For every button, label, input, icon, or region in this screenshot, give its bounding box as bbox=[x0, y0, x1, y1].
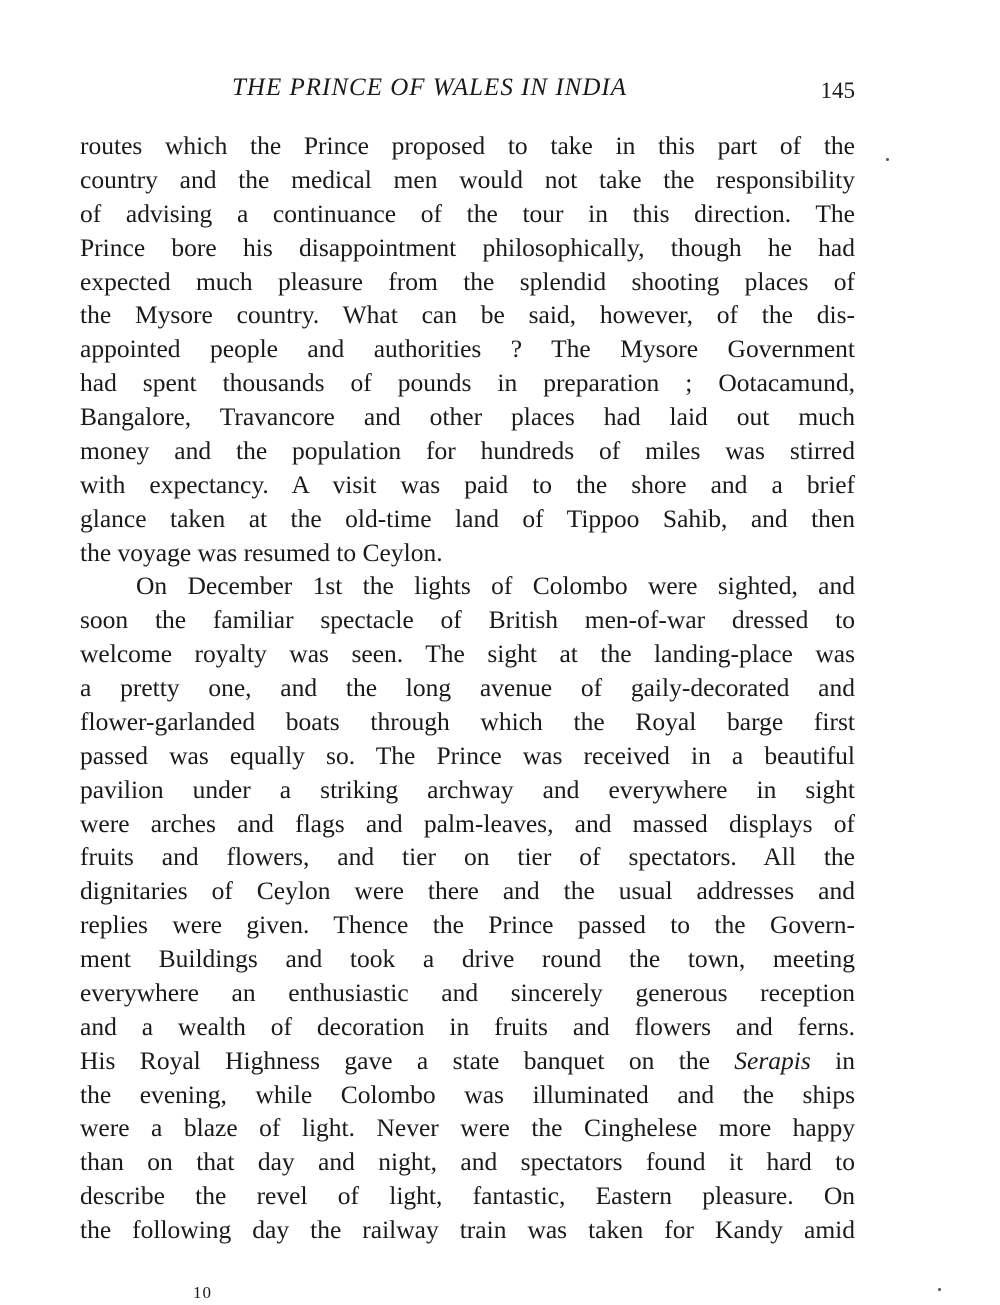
text-line: the Mysore country. What can be said, however, of the dis- bbox=[80, 300, 855, 330]
text-line: replies were given. Thence the Prince passed to the Govern- bbox=[80, 910, 855, 940]
body-text bbox=[80, 129, 855, 1247]
text-line: were arches and flags and palm-leaves, and massed displays of bbox=[80, 808, 855, 838]
scan-speck bbox=[938, 1288, 941, 1291]
scan-speck bbox=[886, 158, 889, 161]
text-line: the following day the railway train was taken for Kandy amid bbox=[80, 1215, 855, 1244]
text-line: routes which the Prince proposed to take in this part of the bbox=[80, 131, 855, 160]
text-line: describe the revel of light, fantastic, Eastern pleasure. On bbox=[80, 1181, 855, 1211]
text-line: with expectancy. A visit was paid to the shore and a brief bbox=[80, 469, 855, 499]
running-head bbox=[80, 74, 855, 110]
text-line: fruits and flowers, and tier on tier of spectators. All the bbox=[80, 842, 855, 872]
page-number: 145 bbox=[820, 78, 855, 103]
text-line: were a blaze of light. Never were the Cinghelese more happy bbox=[80, 1113, 855, 1143]
paragraph-end-line: the voyage was resumed to Ceylon. bbox=[80, 537, 443, 567]
text-line: passed was equally so. The Prince was received in a beautiful bbox=[80, 740, 855, 770]
ship-name-italic: Serapis bbox=[734, 1045, 811, 1075]
text-line: than on that day and night, and spectators found it hard to bbox=[80, 1147, 855, 1177]
text-line: a pretty one, and the long avenue of gaily-decorated and bbox=[80, 673, 855, 702]
text-line: country and the medical men would not take the responsibility bbox=[80, 164, 855, 194]
text-line: soon the familiar spectacle of British men-of-war dressed to bbox=[80, 605, 855, 635]
text-line: and a wealth of decoration in fruits and flowers and ferns. bbox=[80, 1011, 855, 1041]
text-line: welcome royalty was seen. The sight at the landing-place was bbox=[80, 639, 855, 669]
line-tail-text: in bbox=[810, 1045, 856, 1075]
text-line-with-italic bbox=[80, 1044, 855, 1078]
text-line: expected much pleasure from the splendid shooting places of bbox=[80, 266, 855, 296]
text-line: flower-garlanded boats through which the Royal barge first bbox=[80, 706, 855, 736]
text-line: Prince bore his disappointment philosophically, though he had bbox=[80, 232, 855, 262]
text-line: glance taken at the old-time land of Tippoo Sahib, and then bbox=[80, 503, 855, 533]
text-line: the evening, while Colombo was illuminated and the ships bbox=[80, 1079, 855, 1109]
text-line: pavilion under a striking archway and everywhere in sight bbox=[80, 774, 855, 804]
text-line: of advising a continuance of the tour in this direction. The bbox=[80, 198, 855, 228]
text-line: money and the population for hundreds of miles was stirred bbox=[80, 435, 855, 465]
text-line: ment Buildings and took a drive round the town, meeting bbox=[80, 944, 855, 973]
signature-mark: 10 bbox=[193, 1283, 212, 1302]
text-line: appointed people and authorities ? The Mysore Government bbox=[80, 334, 855, 364]
text-line: everywhere an enthusiastic and sincerely generous reception bbox=[80, 977, 855, 1007]
text-line: dignitaries of Ceylon were there and the usual addresses and bbox=[80, 876, 855, 906]
running-title: THE PRINCE OF WALES IN INDIA bbox=[232, 74, 627, 101]
line-lead-text: His Royal Highness gave a state banquet on the bbox=[80, 1045, 735, 1075]
text-line: Bangalore, Travancore and other places had laid out much bbox=[80, 402, 855, 431]
text-line: had spent thousands of pounds in preparation ; Ootacamund, bbox=[80, 368, 855, 398]
paragraph-start-line: On December 1st the lights of Colombo were sighted, and bbox=[136, 571, 855, 601]
